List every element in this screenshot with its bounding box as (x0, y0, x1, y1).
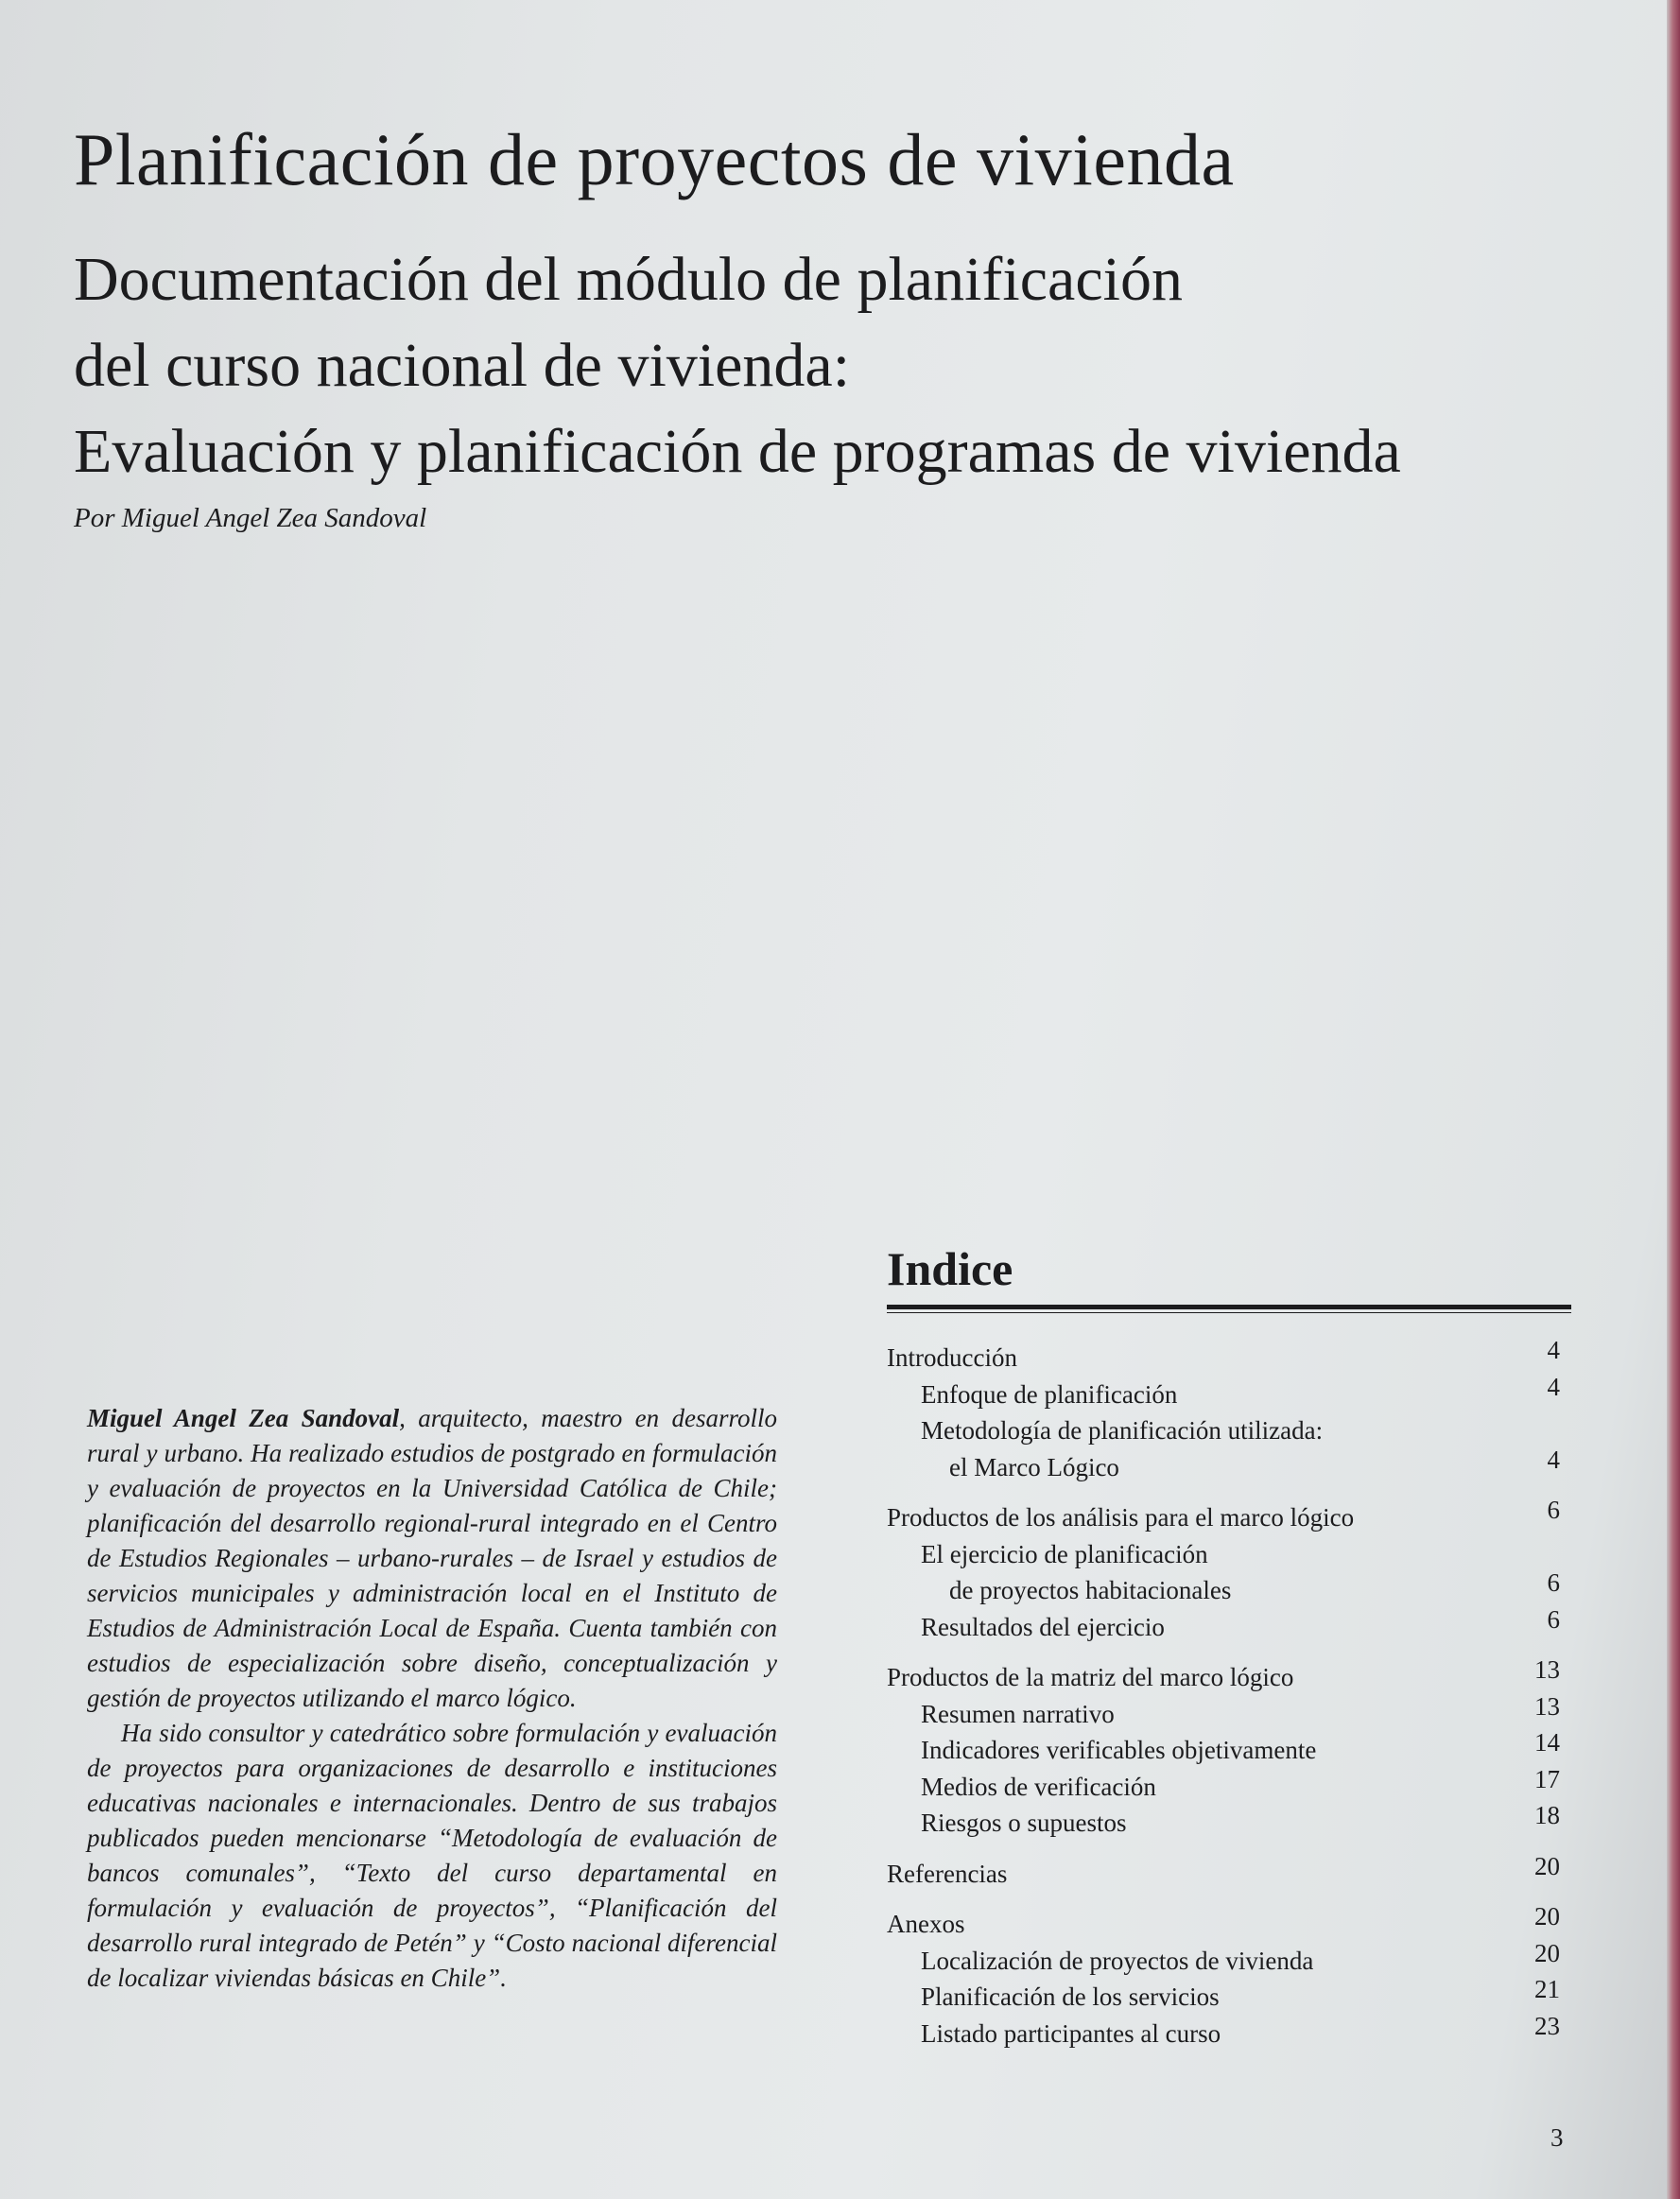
toc-entry[interactable] (887, 1691, 1571, 1733)
toc-entry-label: El ejercicio de planificación (921, 1539, 1208, 1568)
toc-rule-thin (887, 1312, 1571, 1313)
author-byline: Por Miguel Angel Zea Sandoval (74, 503, 427, 533)
toc-entry[interactable] (887, 1496, 1571, 1536)
toc-entry[interactable] (887, 1568, 1571, 1609)
toc-entry-page: 20 (1534, 1938, 1560, 1967)
toc-entry-label: Productos de los análisis para el marco lógico (887, 1503, 1355, 1532)
toc-entry-label: Metodología de planificación utilizada: (921, 1416, 1324, 1445)
toc-entry[interactable] (887, 1445, 1571, 1486)
toc-entry-page: 6 (1547, 1604, 1560, 1634)
author-bio (87, 1401, 777, 1996)
table-of-contents (887, 1240, 1571, 2052)
page-number: 3 (1550, 2123, 1564, 2152)
toc-entry-label: Referencias (887, 1859, 1008, 1888)
toc-entry-page: 18 (1534, 1801, 1560, 1829)
toc-entry-label: Planificación de los servicios (921, 1983, 1220, 2011)
toc-entry-page: 4 (1547, 1445, 1560, 1474)
bio-paragraph-1 (87, 1401, 777, 1716)
toc-entry-page: 4 (1547, 1372, 1560, 1401)
toc-entry-page: 4 (1547, 1336, 1560, 1364)
toc-entry-page: 13 (1534, 1691, 1560, 1721)
toc-entry[interactable] (887, 1536, 1571, 1573)
toc-entry-label: Medios de verificación (921, 1772, 1156, 1801)
bio-paragraph-2: Ha sido consultor y catedrático sobre formulación y evaluación de proyectos para organizaciones de desarrollo e instituciones educativas nacionales e internacionales. Dentro de sus trabajos publicados pueden mencionarse “Metodología de evaluación de bancos comunales”, “Texto del curso departamental en formulación y evaluación de proyectos”, “Planificación del desarrollo rural integrado de Petén” y “Costo nacional diferencial de localizar viviendas básicas en Chile”. (87, 1719, 777, 1992)
document-subtitle (74, 236, 1401, 494)
toc-entry[interactable] (887, 2011, 1571, 2052)
page-edge (1667, 0, 1680, 2199)
toc-entry[interactable] (887, 1902, 1571, 1943)
toc-entry-page: 23 (1534, 2011, 1560, 2040)
toc-entry-label: Anexos (887, 1910, 965, 1938)
toc-entry-label: Productos de la matriz del marco lógico (887, 1663, 1294, 1691)
toc-entry-page: 6 (1547, 1496, 1560, 1524)
toc-entry-page: 14 (1534, 1728, 1560, 1757)
toc-entry-label: Enfoque de planificación (921, 1379, 1178, 1409)
toc-entry-page: 20 (1534, 1851, 1560, 1880)
toc-entry-label: de proyectos habitacionales (949, 1576, 1232, 1604)
subtitle-line-2: del curso nacional de vivienda: (74, 331, 851, 400)
toc-entry-label: Resumen narrativo (921, 1699, 1115, 1728)
toc-entry-label: Introducción (887, 1343, 1017, 1372)
toc-entry[interactable] (887, 1764, 1571, 1806)
toc-entry[interactable] (887, 1975, 1571, 2016)
toc-heading: Indice (887, 1242, 1013, 1295)
bio-author-name: Miguel Angel Zea Sandoval (87, 1404, 400, 1432)
toc-entry-label: el Marco Lógico (949, 1452, 1119, 1481)
toc-entry[interactable] (887, 1372, 1571, 1413)
toc-entry-label: Listado participantes al curso (921, 2018, 1221, 2048)
toc-rule-thick (887, 1305, 1571, 1309)
toc-entry-label: Resultados del ejercicio (921, 1612, 1165, 1641)
toc-entry[interactable] (887, 1851, 1571, 1893)
toc-entry[interactable] (887, 1412, 1571, 1449)
toc-entry-page: 6 (1547, 1568, 1560, 1597)
toc-entry-label: Localización de proyectos de vivienda (921, 1946, 1314, 1975)
subtitle-line-3: Evaluación y planificación de programas de vivienda (74, 417, 1401, 486)
toc-entry-page: 21 (1534, 1975, 1560, 2003)
toc-entry[interactable] (887, 1655, 1571, 1696)
subtitle-line-1: Documentación del módulo de planificación (74, 245, 1183, 314)
toc-entry-label: Indicadores verificables objetivamente (921, 1736, 1317, 1764)
bio-paragraph-1-text: , arquitecto, maestro en desarrollo rural y urbano. Ha realizado estudios de postgrado en formulación y evaluación de proyectos en la Universidad Católica de Chile; planificación del desarrollo regional-rural integrado en el Centro de Estudios Regionales – urbano-rurales – de Israel y estudios de servicios municipales y administración local en el Instituto de Estudios de Administración Local de España. Cuenta también con estudios de especialización sobre diseño, conceptualización y gestión de proyectos utilizando el marco lógico. (87, 1404, 777, 1712)
toc-entry[interactable] (887, 1938, 1571, 1980)
toc-list (887, 1336, 1571, 2052)
toc-entry[interactable] (887, 1728, 1571, 1769)
document-title: Planificación de proyectos de vivienda (74, 118, 1235, 200)
toc-entry-page: 17 (1534, 1764, 1560, 1793)
toc-entry-page: 20 (1534, 1902, 1560, 1931)
toc-entry[interactable] (887, 1604, 1571, 1646)
toc-entry[interactable] (887, 1336, 1571, 1377)
toc-entry-page: 13 (1534, 1655, 1560, 1684)
toc-entry[interactable] (887, 1801, 1571, 1842)
toc-entry-label: Riesgos o supuestos (921, 1809, 1127, 1837)
